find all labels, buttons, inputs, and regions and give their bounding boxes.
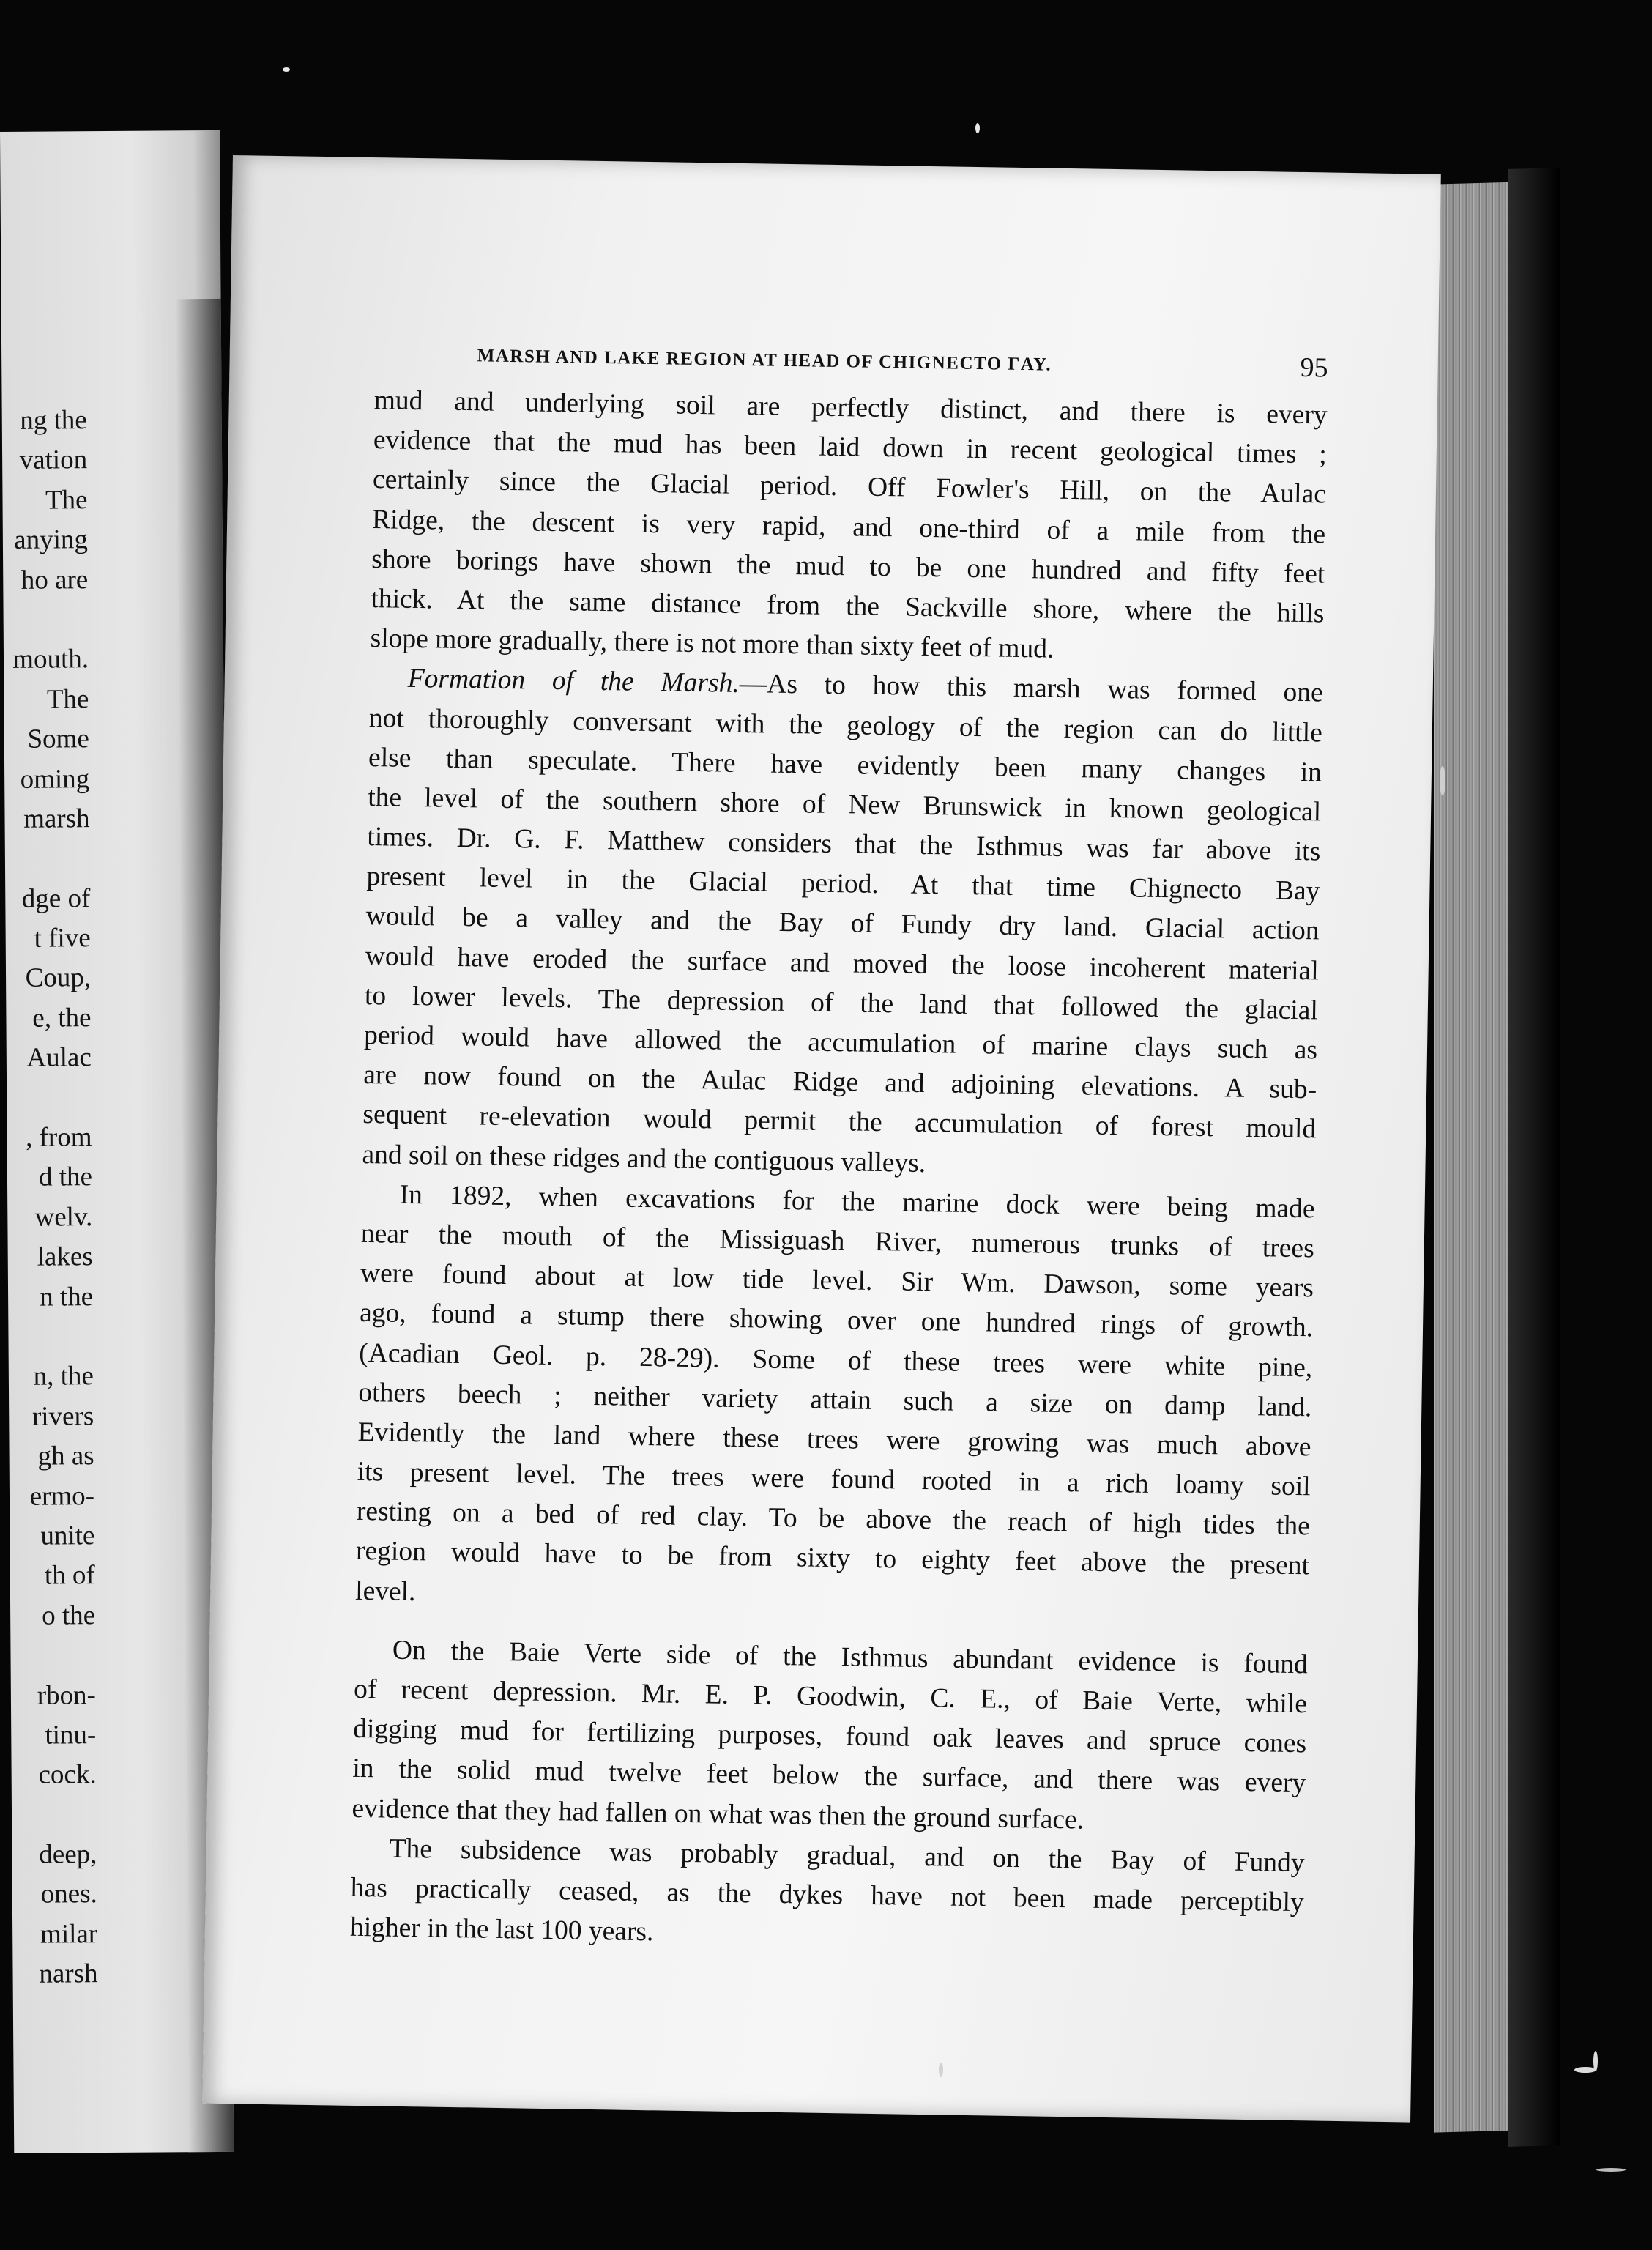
text-line: the level of the southern shore of New Brunswick in known geological bbox=[367, 781, 1322, 828]
dust-speck bbox=[1440, 766, 1446, 795]
previous-page-line: ermo- bbox=[29, 1480, 95, 1512]
previous-page-line: dge of bbox=[21, 883, 91, 914]
book-edge-shadow bbox=[1508, 168, 1560, 2147]
previous-page-line: Coup, bbox=[25, 962, 92, 994]
previous-page-line: n, the bbox=[33, 1361, 94, 1392]
previous-page-line: lakes bbox=[37, 1241, 93, 1272]
text-line: slope more gradually, there is not more than sixty feet of mud. bbox=[370, 623, 1054, 664]
text-line: digging mud for fertilizing purposes, found oak leaves and spruce cones bbox=[352, 1714, 1307, 1759]
previous-page-line: n the bbox=[40, 1281, 94, 1312]
dust-speck bbox=[1596, 2168, 1626, 2172]
previous-page-line: Aulac bbox=[26, 1042, 92, 1074]
previous-page-line: marsh bbox=[23, 803, 90, 834]
previous-page-line: anying bbox=[14, 524, 89, 556]
previous-page-line: welv. bbox=[34, 1201, 93, 1233]
previous-page-line-endings bbox=[2, 401, 98, 1994]
text-line: of recent depression. Mr. E. P. Goodwin, C. E., of Baie Verte, while bbox=[353, 1674, 1308, 1720]
previous-page-line: narsh bbox=[39, 1958, 98, 1989]
text-line: else than speculate. There have evidently been many changes in bbox=[368, 742, 1322, 788]
dust-speck bbox=[975, 123, 980, 133]
previous-page-line: th of bbox=[44, 1560, 95, 1591]
text-line: The subsidence was probably gradual, and on the Bay of Fundy bbox=[389, 1833, 1305, 1879]
previous-page-line: o the bbox=[42, 1600, 96, 1631]
text-line: In 1892, when excavations for the marine dock were being made bbox=[399, 1179, 1315, 1225]
text-line: Ridge, the descent is very rapid, and one-third of a mile from the bbox=[371, 504, 1326, 550]
previous-page-line: d the bbox=[38, 1162, 93, 1193]
text-line: present level in the Glacial period. At that time Chignecto Bay bbox=[366, 861, 1320, 907]
text-line: sequent re-elevation would permit the accumulation of forest mould bbox=[362, 1099, 1317, 1145]
previous-page-line: The bbox=[46, 683, 89, 715]
previous-page-line: cock. bbox=[38, 1759, 97, 1790]
text-line: are now found on the Aulac Ridge and adjoining elevations. A sub- bbox=[362, 1060, 1317, 1105]
text-line: not thoroughly conversant with the geology of the region can do little bbox=[368, 702, 1323, 748]
previous-page-line: ng the bbox=[20, 405, 87, 436]
text-line: others beech ; neither variety attain such a size on damp land. bbox=[358, 1377, 1312, 1423]
text-line: evidence that they had fallen on what was then the ground surface. bbox=[351, 1793, 1084, 1835]
text-line: On the Baie Verte side of the Isthmus abundant evidence is found bbox=[392, 1635, 1309, 1680]
text-line: were found about at low tide level. Sir Wm. Dawson, some years bbox=[360, 1258, 1314, 1304]
text-line: higher in the last 100 years. bbox=[349, 1912, 654, 1948]
running-head-title: MARSH AND LAKE REGION AT HEAD OF CHIGNECTO ΓAY. bbox=[477, 346, 1052, 375]
section-heading: Formation of the Marsh. bbox=[407, 664, 740, 699]
text-line-content: —As to how this marsh was formed one bbox=[739, 669, 1323, 708]
dust-speck bbox=[939, 2062, 943, 2077]
page-content bbox=[350, 337, 1328, 1962]
paragraph bbox=[362, 658, 1323, 1189]
previous-page-line: The bbox=[45, 484, 88, 516]
text-line: certainly since the Glacial period. Off Fowler's Hill, on the Aulac bbox=[372, 464, 1327, 510]
text-line: shore borings have shown the mud to be one hundred and fifty feet bbox=[371, 543, 1325, 590]
previous-page-line: vation bbox=[19, 445, 88, 476]
text-line: mud and underlying soil are perfectly distinct, and there is every bbox=[373, 385, 1328, 431]
text-line: (Acadian Geol. p. 28-29). Some of these trees were white pine, bbox=[359, 1337, 1313, 1383]
text-line: thick. At the same distance from the Sackville shore, where the hills bbox=[371, 583, 1325, 629]
page-number: 95 bbox=[1300, 352, 1328, 384]
previous-page-line bbox=[12, 1795, 97, 1835]
previous-page-line: Some bbox=[27, 724, 89, 754]
previous-page-line: , from bbox=[26, 1122, 92, 1153]
previous-page bbox=[0, 130, 234, 2153]
text-line: region would have to be from sixty to eighty feet above the present bbox=[355, 1536, 1310, 1581]
text-line: Evidently the land where these trees were growing was much above bbox=[357, 1417, 1311, 1463]
previous-page-line: milar bbox=[40, 1918, 98, 1950]
previous-page-line: e, the bbox=[32, 1003, 92, 1033]
dust-speck bbox=[1574, 2067, 1596, 2073]
text-line: would be a valley and the Bay of Fundy dry land. Glacial action bbox=[365, 901, 1320, 946]
text-line: has practically ceased, as the dykes have not been made perceptibly bbox=[350, 1872, 1305, 1918]
text-line: resting on a bed of red clay. To be above the reach of high tides the bbox=[356, 1496, 1311, 1542]
text-line: to lower levels. The depression of the land that followed the glacial bbox=[364, 980, 1319, 1026]
paragraph bbox=[355, 1175, 1315, 1626]
previous-page-line bbox=[5, 839, 90, 879]
text-line: period would have allowed the accumulation of marine clays such as bbox=[363, 1020, 1318, 1066]
previous-page-line: tinu- bbox=[45, 1720, 97, 1750]
previous-page-line bbox=[10, 1635, 95, 1676]
text-line: level. bbox=[354, 1575, 416, 1607]
previous-page-line: ones. bbox=[40, 1879, 97, 1910]
text-line: would have eroded the surface and moved the loose incoherent material bbox=[365, 940, 1320, 987]
previous-page-line bbox=[3, 600, 88, 640]
previous-page-line bbox=[7, 1078, 92, 1118]
text-line: near the mouth of the Missiguash River, numerous trunks of trees bbox=[360, 1218, 1315, 1264]
text-line: and soil on these ridges and the contiguous valleys. bbox=[362, 1139, 926, 1178]
book-page bbox=[202, 155, 1441, 2123]
previous-page-line: t five bbox=[34, 923, 91, 954]
dust-speck bbox=[283, 67, 290, 72]
paragraph bbox=[370, 381, 1328, 674]
previous-page-line: deep, bbox=[39, 1839, 97, 1870]
paragraph bbox=[351, 1630, 1308, 1844]
body-text bbox=[350, 381, 1328, 1962]
text-line: in the solid mud twelve feet below the surface, and there was every bbox=[352, 1753, 1306, 1799]
text-line: ago, found a stump there showing over one hundred rings of growth. bbox=[359, 1298, 1314, 1343]
previous-page-line: rivers bbox=[31, 1400, 94, 1432]
previous-page-line: unite bbox=[40, 1521, 95, 1551]
previous-page-line: oming bbox=[20, 763, 90, 795]
text-line: times. Dr. G. F. Matthew considers that the Isthmus was far above its bbox=[367, 822, 1321, 867]
previous-page-line bbox=[8, 1317, 93, 1357]
previous-page-line: rbon- bbox=[37, 1679, 97, 1711]
previous-page-line: gh as bbox=[37, 1441, 94, 1471]
paragraph bbox=[350, 1829, 1305, 1963]
previous-page-line: ho are bbox=[21, 564, 89, 595]
dust-speck bbox=[1593, 2051, 1598, 2071]
previous-page-line: mouth. bbox=[12, 644, 89, 675]
text-line: evidence that the mud has been laid down in recent geological times ; bbox=[373, 425, 1328, 470]
text-line: its present level. The trees were found rooted in a rich loamy soil bbox=[357, 1456, 1311, 1502]
